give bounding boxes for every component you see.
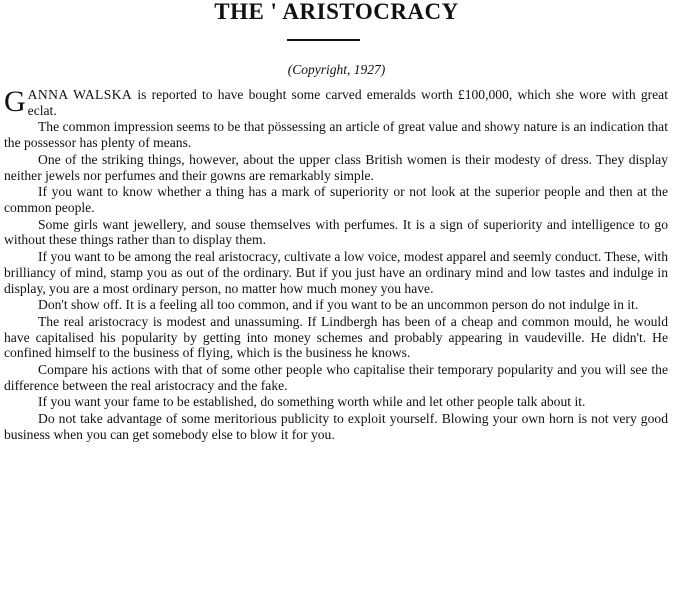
paragraph: If you want your fame to be established, do something worth while and let other people talk about it.	[38, 394, 586, 410]
headline: THE ' ARISTOCRACY	[214, 0, 459, 24]
drop-cap: G	[4, 85, 26, 118]
paragraph: Do not take advantage of some meritorious publicity to exploit yourself. Blowing your own horn is not very good business when you can get somebody else to blow it for you.	[4, 410, 668, 442]
paragraph: If you want to be among the real aristocracy, cultivate a low voice, modest apparel and seemly conduct. These, with brilliancy of mind, stamp you as out of the ordinary. But if you just have an ordinary mind and low tastes and indulge in display, you are a most ordinary person, no matter how much money you have.	[4, 248, 668, 296]
lead-paragraph	[4, 87, 668, 119]
paragraph: The real aristocracy is modest and unassuming. If Lindbergh has been of a cheap and common mould, he would have capitalised his popularity by getting into money schemes and probably appearing in vaudeville. He didn't. He confined himself to the business of flying, which is the business he knows.	[4, 313, 668, 361]
lead-caps-words: ANNA WALSKA	[27, 87, 133, 102]
paragraph: Don't show off. It is a feeling all too common, and if you want to be an uncommon person do not indulge in it.	[38, 297, 639, 313]
paragraph: Some girls want jewellery, and souse themselves with perfumes. It is a sign of superiority and intelligence to go without these things rather than to display them.	[4, 216, 668, 248]
paragraph: If you want to know whether a thing has a mark of superiority or not look at the superior people and then at the common people.	[4, 184, 668, 215]
lead-text: is reported to have bought some carved emeralds worth £100,000, which she wore with great eclat.	[27, 87, 668, 118]
paragraph: The common impression seems to be that pössessing an article of great value and showy nature is an indication that the possessor has plenty of means.	[4, 119, 668, 151]
copyright-line: (Copyright, 1927)	[287, 62, 386, 77]
paragraph: Compare his actions with that of some other people who capitalise their temporary popularity and you will see the difference between the real aristocracy and the fake.	[4, 361, 668, 393]
headline-rule	[287, 39, 360, 41]
paragraph: One of the striking things, however, about the upper class British women is their modesty of dress. They display neither jewels nor perfumes and their gowns are remarkably simple.	[4, 151, 668, 183]
article-body	[4, 87, 668, 443]
